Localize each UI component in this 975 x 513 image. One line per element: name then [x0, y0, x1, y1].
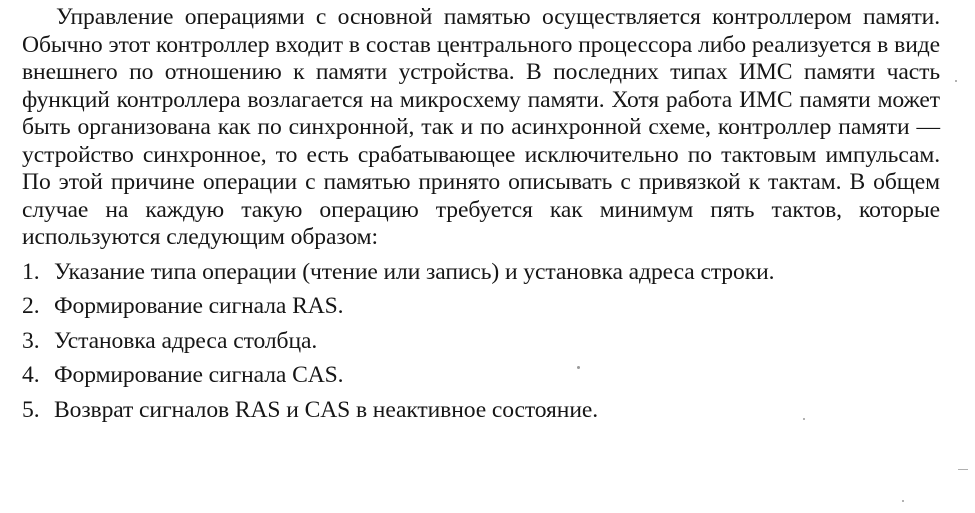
list-item: [22, 324, 940, 359]
list-item-number: 1.: [22, 258, 40, 285]
list-item-text: Указание типа операции (чтение или запись) и установка адреса строки.: [54, 258, 775, 285]
list-item-number: 3.: [22, 327, 40, 354]
body-paragraph: Управление операциями с основной памятью осуществляется контроллером памяти. Обычно этот контроллер входит в состав центрального процессора либо реализуется в виде внешнего по отношению к памяти устройства. В последних типах ИМС памяти часть функций контроллера возлагается на микросхему памяти. Хотя работа ИМС памяти может быть организована как по синхронной, так и по асинхронной схеме, контроллер памяти — устройство синхронное, то есть срабатывающее исключительно по тактовым импульсам. По этой причине операции с памятью принято описывать с привязкой к тактам. В общем случае на каждую такую операцию требуется как минимум пять тактов, которые используются следующим образом:: [22, 4, 940, 250]
list-item: [22, 358, 940, 393]
list-item-number: 4.: [22, 362, 40, 389]
list-item-number: 5.: [22, 396, 40, 423]
scan-speck: [955, 80, 957, 82]
scan-mark: [958, 469, 968, 470]
list-item-text: Формирование сигнала CAS.: [54, 362, 344, 389]
document-page: [22, 4, 940, 427]
scan-speck: [803, 418, 805, 420]
scan-speck: [577, 366, 580, 369]
list-item: [22, 255, 940, 290]
list-item: [22, 393, 940, 428]
steps-list: [22, 255, 940, 428]
list-item-text: Установка адреса столбца.: [54, 327, 318, 354]
list-item-text: Возврат сигналов RAS и CAS в неактивное состояние.: [54, 396, 599, 423]
list-item: [22, 289, 940, 324]
list-item-text: Формирование сигнала RAS.: [54, 293, 344, 320]
scan-speck: [902, 500, 904, 502]
list-item-number: 2.: [22, 293, 40, 320]
